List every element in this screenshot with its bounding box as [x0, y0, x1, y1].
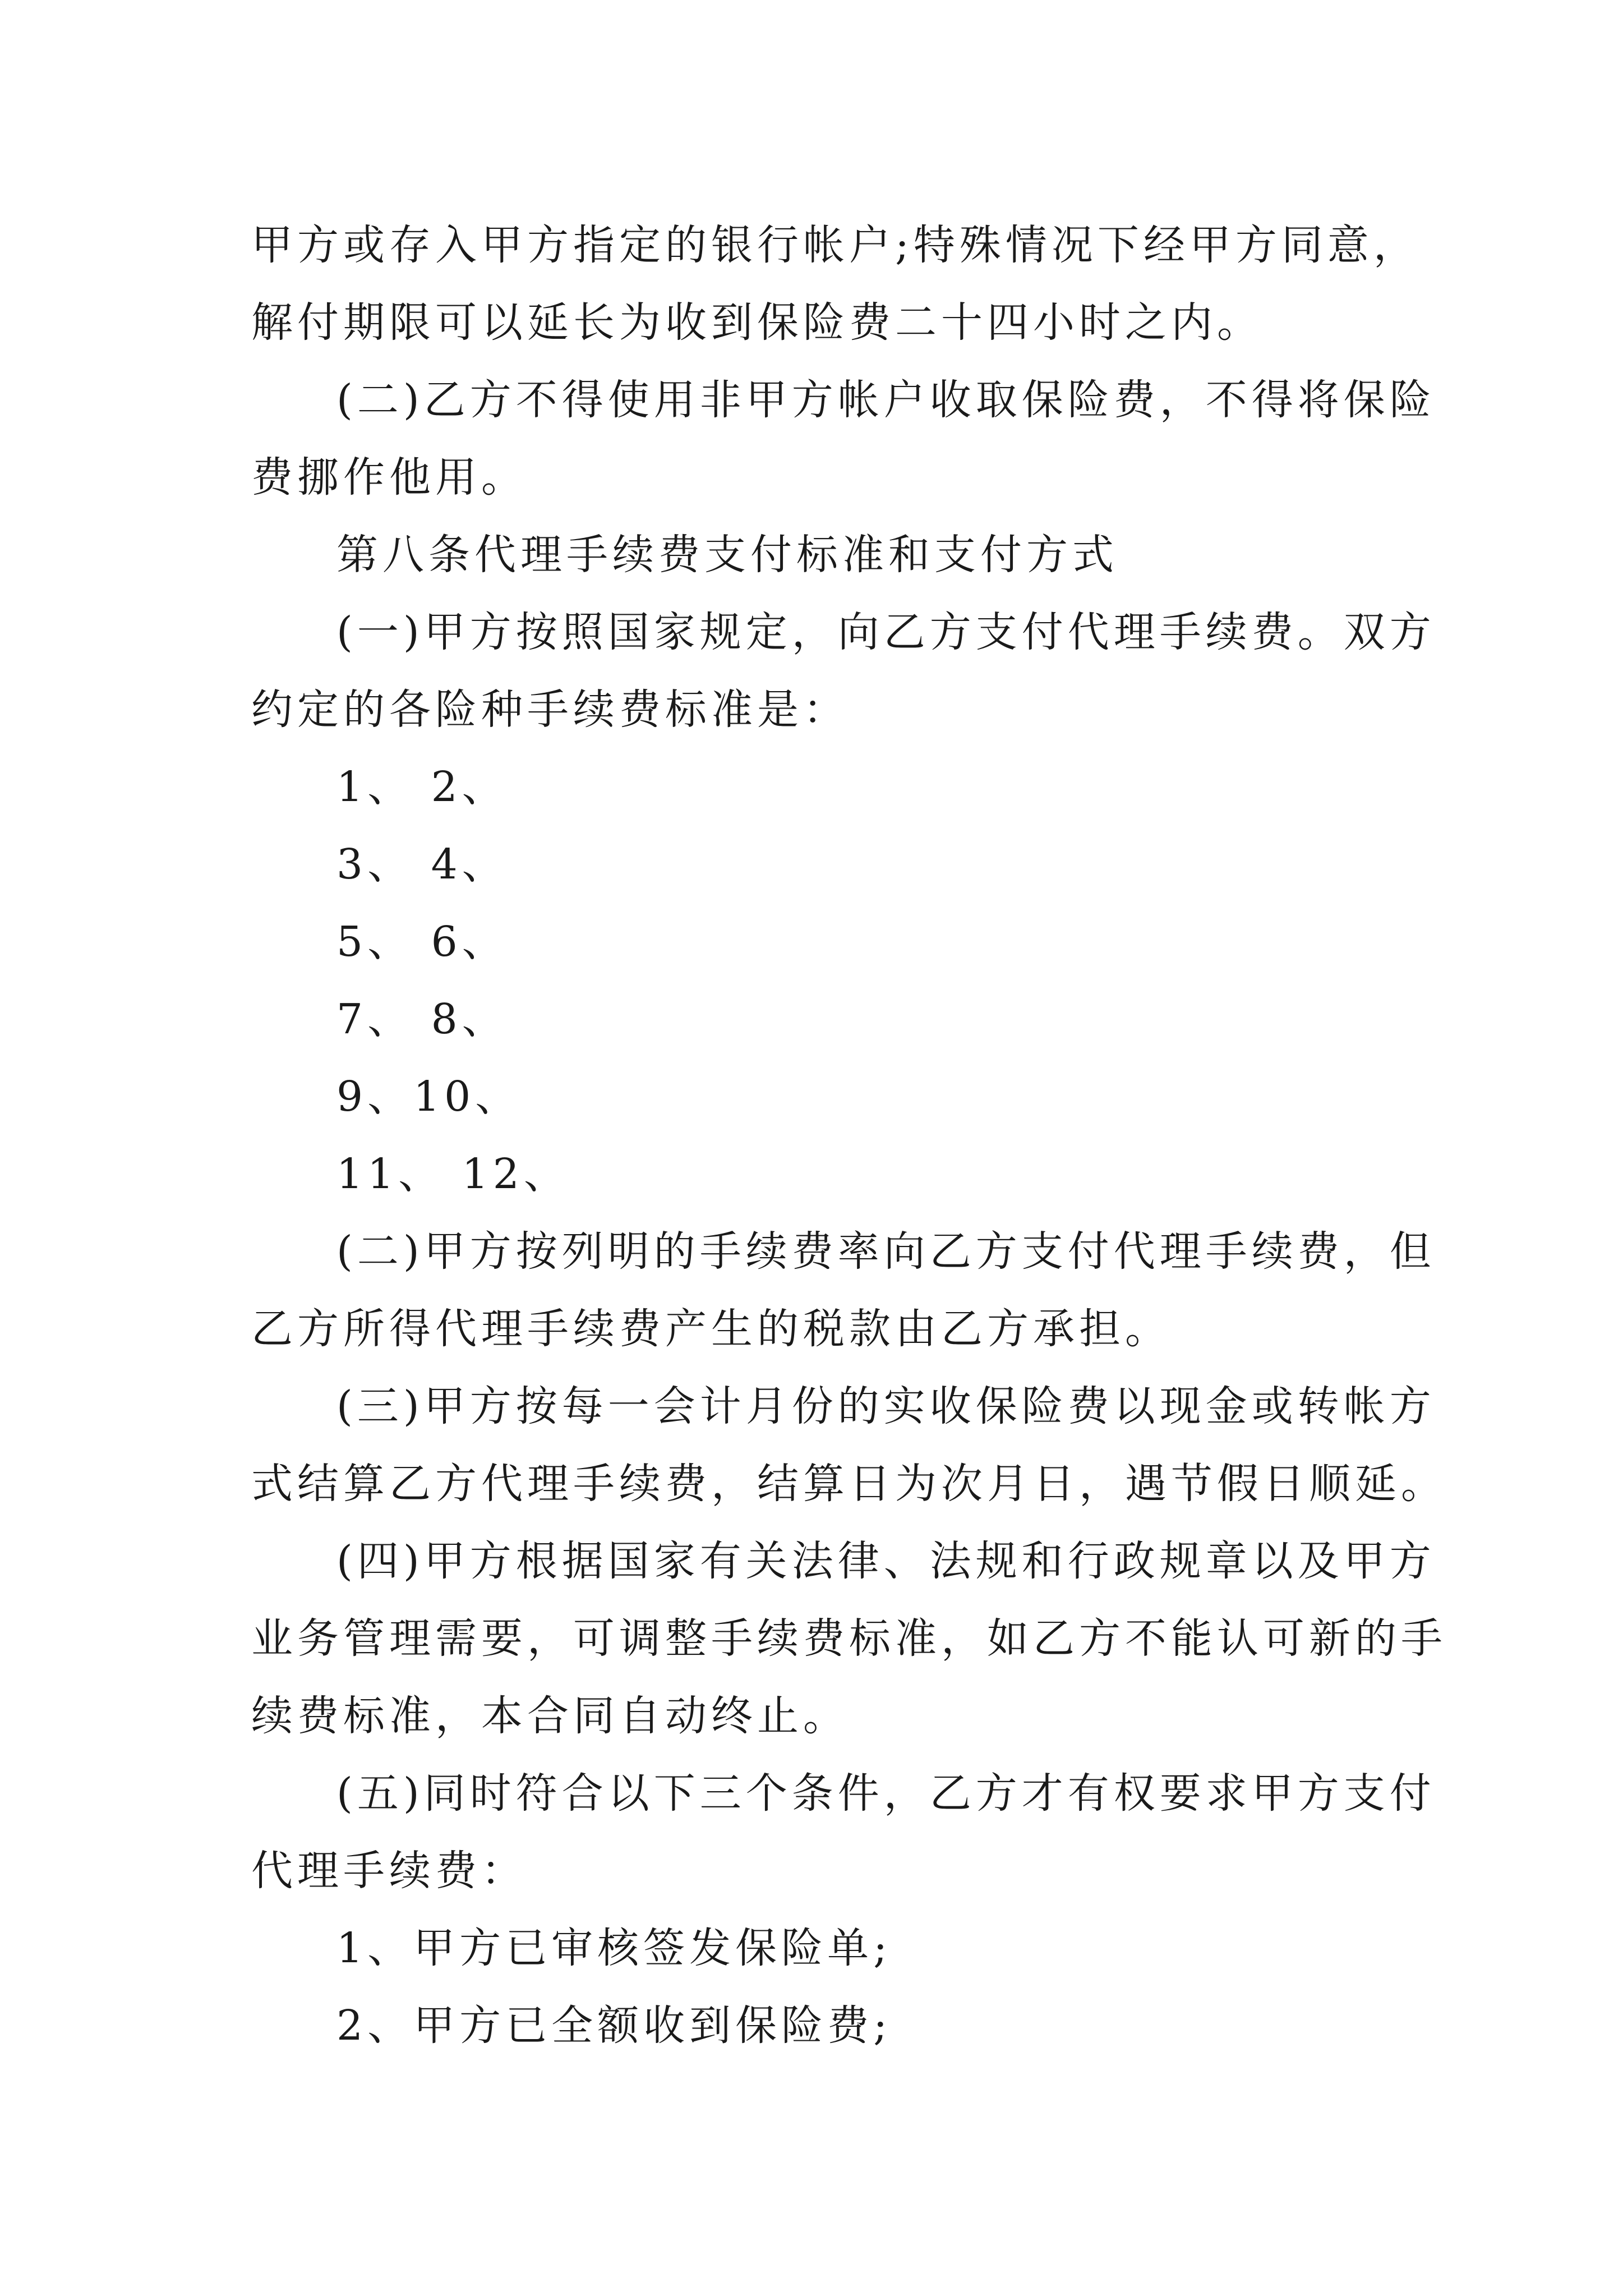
list-item: 5、 6、 [336, 918, 508, 966]
text-line: 乙方所得代理手续费产生的税款由乙方承担。 [251, 1305, 1171, 1353]
text-line: 费挪作他用。 [251, 453, 527, 501]
text-line: 约定的各险种手续费标准是： [251, 685, 849, 734]
article-heading: 第八条代理手续费支付标准和支付方式 [336, 531, 1118, 579]
list-item: 2、甲方已全额收到保险费; [336, 2001, 892, 2050]
list-item: 1、 2、 [336, 763, 508, 811]
text-line: 续费标准，本合同自动终止。 [251, 1692, 849, 1740]
text-line: (四)甲方根据国家有关法律、法规和行政规章以及甲方 [336, 1537, 1436, 1585]
list-item: 9、10、 [336, 1073, 522, 1121]
list-item: 1、甲方已审核签发保险单; [336, 1924, 892, 1972]
text-line: (二)甲方按列明的手续费率向乙方支付代理手续费，但 [336, 1227, 1436, 1276]
text-line: 业务管理需要，可调整手续费标准，如乙方不能认可新的手 [251, 1614, 1447, 1663]
list-item: 11、 12、 [336, 1150, 570, 1198]
list-item: 3、 4、 [336, 840, 508, 889]
text-line: (二)乙方不得使用非甲方帐户收取保险费，不得将保险 [336, 376, 1436, 424]
text-line: 甲方或存入甲方指定的银行帐户;特殊情况下经甲方同意， [251, 221, 1419, 269]
text-line: 解付期限可以延长为收到保险费二十四小时之内。 [251, 298, 1263, 347]
text-line: 式结算乙方代理手续费，结算日为次月日，遇节假日顺延。 [251, 1460, 1447, 1508]
text-line: 代理手续费： [251, 1847, 527, 1895]
text-line: (三)甲方按每一会计月份的实收保险费以现金或转帐方 [336, 1382, 1436, 1430]
text-line: (一)甲方按照国家规定，向乙方支付代理手续费。双方 [336, 608, 1436, 656]
document-body [251, 206, 1447, 2064]
text-line: (五)同时符合以下三个条件，乙方才有权要求甲方支付 [336, 1769, 1436, 1818]
list-item: 7、 8、 [336, 995, 508, 1043]
